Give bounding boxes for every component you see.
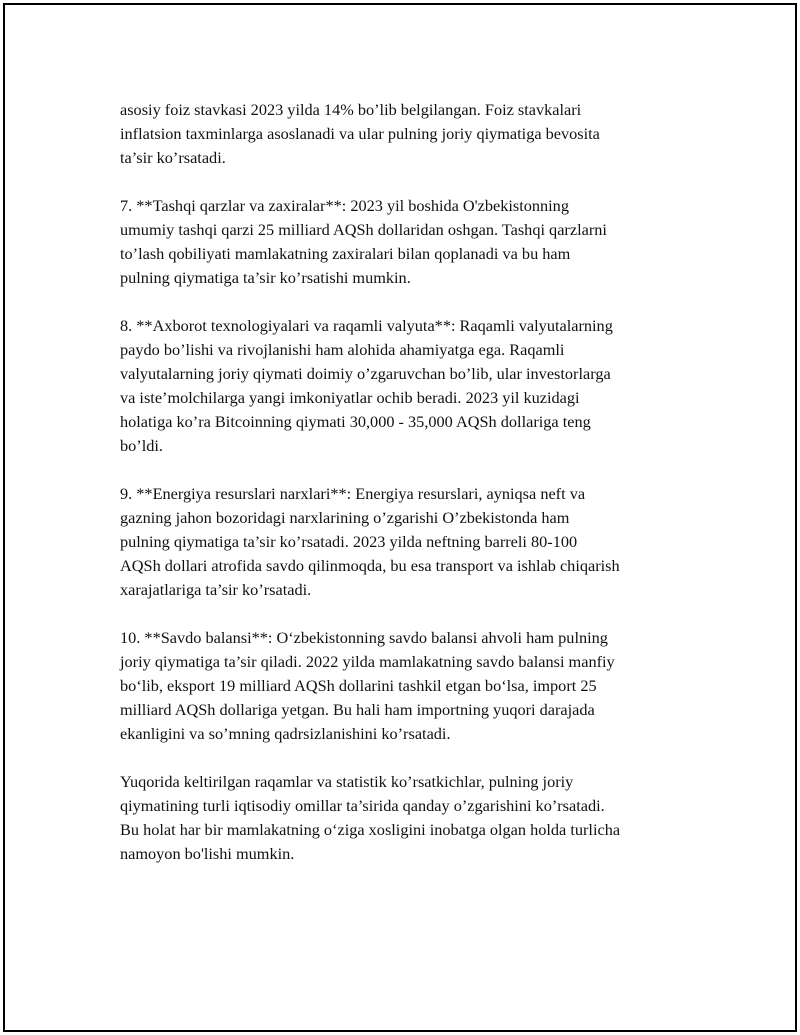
paragraph-conclusion bbox=[120, 770, 695, 866]
text-line: va iste’molchilarga yangi imkoniyatlar ochib beradi. 2023 yil kuzidagi bbox=[120, 388, 580, 407]
text-line: xarajatlariga ta’sir ko’rsatadi. bbox=[120, 580, 312, 599]
text-line: asosiy foiz stavkasi 2023 yilda 14% bo’lib belgilangan. Foiz stavkalari bbox=[120, 100, 582, 119]
text-line: pulning qiymatiga ta’sir ko’rsatishi mumkin. bbox=[120, 268, 411, 287]
text-line: paydo bo’lishi va rivojlanishi ham alohida ahamiyatga ega. Raqamli bbox=[120, 340, 565, 359]
text-line: valyutalarning joriy qiymati doimiy o’zgaruvchan bo’lib, ular investorlarga bbox=[120, 364, 611, 383]
text-line: umumiy tashqi qarzi 25 milliard AQSh dollaridan oshgan. Tashqi qarzlarni bbox=[120, 220, 607, 239]
text-line: 10. **Savdo balansi**: O‘zbekistonning savdo balansi ahvoli ham pulning bbox=[120, 628, 608, 647]
text-line: 7. **Tashqi qarzlar va zaxiralar**: 2023 yil boshida O'zbekistonning bbox=[120, 196, 569, 215]
text-line: ekanligini va so’mning qadrsizlanishini ko’rsatadi. bbox=[120, 724, 451, 743]
text-line: to’lash qobiliyati mamlakatning zaxiralari bilan qoplanadi va bu ham bbox=[120, 244, 571, 263]
text-line: bo‘lib, eksport 19 milliard AQSh dollarini tashkil etgan bo‘lsa, import 25 bbox=[120, 676, 597, 695]
text-line: AQSh dollari atrofida savdo qilinmoqda, bu esa transport va ishlab chiqarish bbox=[120, 556, 620, 575]
text-line: holatiga ko’ra Bitcoinning qiymati 30,000 - 35,000 AQSh dollariga teng bbox=[120, 412, 591, 431]
text-line: 8. **Axborot texnologiyalari va raqamli valyuta**: Raqamli valyutalarning bbox=[120, 316, 613, 335]
text-line: milliard AQSh dollariga yetgan. Bu hali ham importning yuqori darajada bbox=[120, 700, 595, 719]
text-line: inflatsion taxminlarga asoslanadi va ular pulning joriy qiymatiga bevosita bbox=[120, 124, 600, 143]
paragraph-external-debt bbox=[120, 194, 695, 290]
text-line: Bu holat har bir mamlakatning o‘ziga xosligini inobatga olgan holda turlicha bbox=[120, 820, 621, 839]
text-line: 9. **Energiya resurslari narxlari**: Energiya resurslari, ayniqsa neft va bbox=[120, 484, 586, 503]
text-line: qiymatining turli iqtisodiy omillar ta’sirida qanday o’zgarishini ko’rsatadi. bbox=[120, 796, 605, 815]
text-line: gazning jahon bozoridagi narxlarining o’zgarishi O’zbekistonda ham bbox=[120, 508, 570, 527]
paragraph-interest-rate-continuation bbox=[120, 98, 695, 170]
text-line: namoyon bo'lishi mumkin. bbox=[120, 844, 295, 863]
text-line: joriy qiymatiga ta’sir qiladi. 2022 yilda mamlakatning savdo balansi manfiy bbox=[120, 652, 615, 671]
text-line: Yuqorida keltirilgan raqamlar va statistik ko’rsatkichlar, pulning joriy bbox=[120, 772, 574, 791]
text-line: pulning qiymatiga ta’sir ko’rsatadi. 2023 yilda neftning barreli 80-100 bbox=[120, 532, 578, 551]
paragraph-trade-balance bbox=[120, 626, 695, 746]
page-frame bbox=[3, 3, 797, 1032]
text-line: bo’ldi. bbox=[120, 436, 163, 455]
document-body bbox=[120, 98, 695, 890]
text-line: ta’sir ko’rsatadi. bbox=[120, 148, 226, 167]
paragraph-digital-currency bbox=[120, 314, 695, 458]
paragraph-energy-prices bbox=[120, 482, 695, 602]
